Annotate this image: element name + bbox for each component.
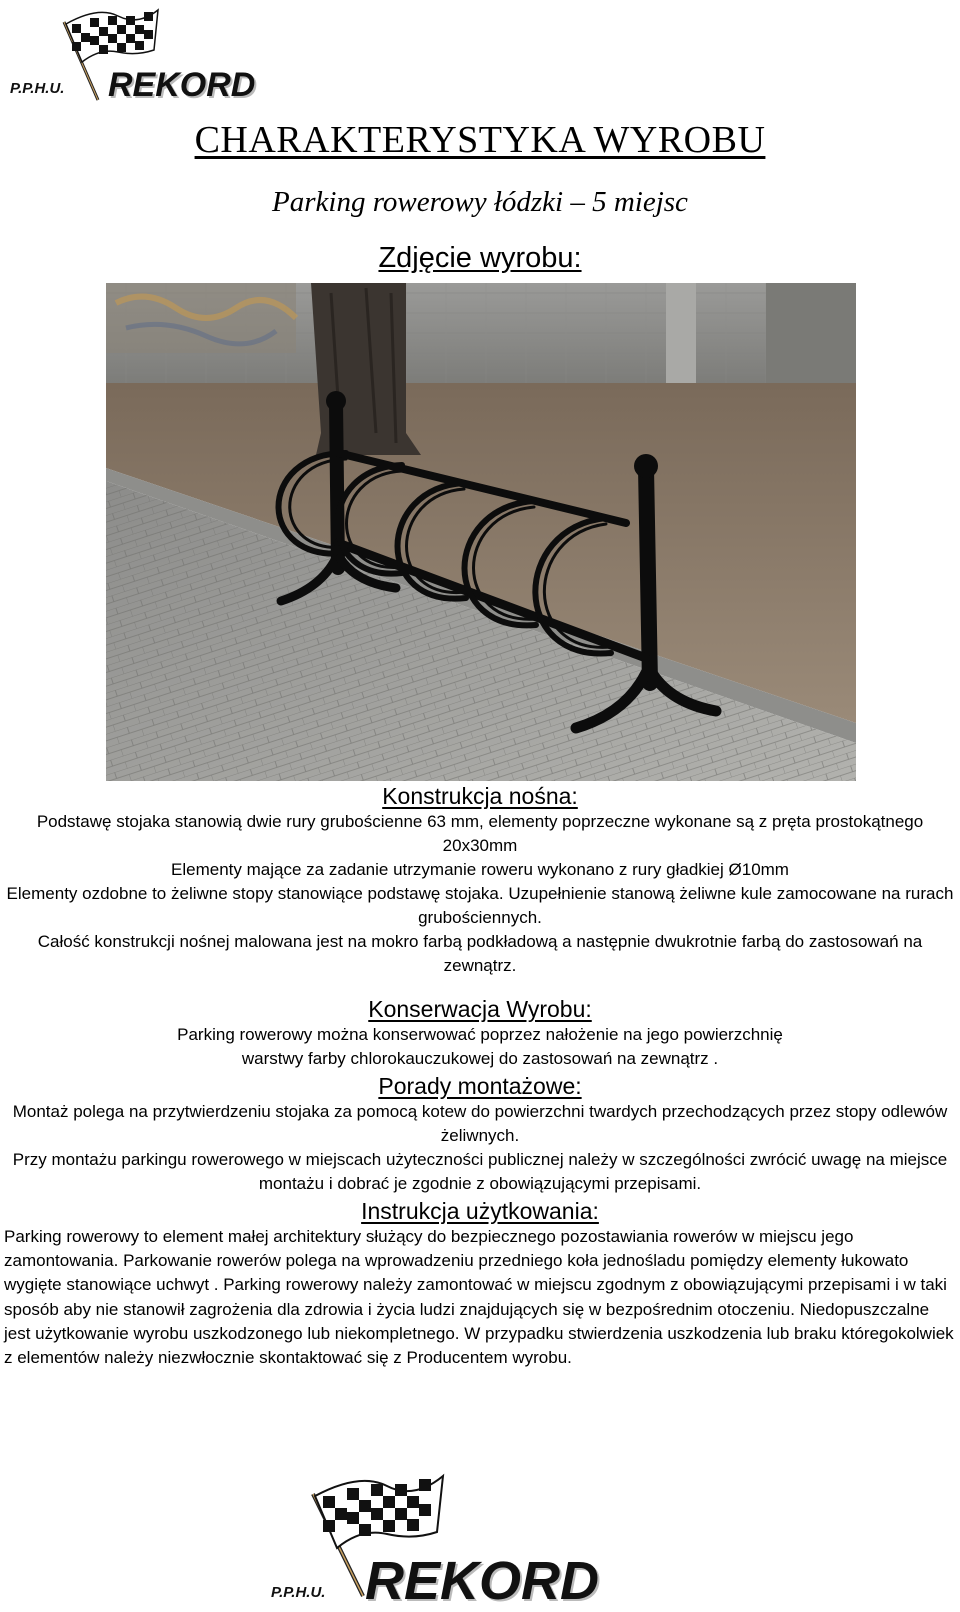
construction-line: Elementy ozdobne to żeliwne stopy stanowiące podstawę stojaka. Uzupełnienie stanową żeliwne kule zamocowane na rurach grubościennych. (6, 884, 954, 927)
maintenance-line: warstwy farby chlorokauczukowej do zastosowań na zewnątrz . (241, 1049, 719, 1068)
construction-line: Podstawę stojaka stanowią dwie rury grubościenne 63 mm, elementy poprzeczne wykonane są z pręta prostokątnego 20x30mm (36, 812, 924, 855)
company-logo-top (8, 4, 258, 104)
company-logo-bottom (265, 1468, 625, 1611)
photo-heading: Zdjęcie wyrobu: (378, 242, 582, 274)
installation-text (4, 1100, 956, 1196)
section-heading-usage: Instrukcja użytkowania: (361, 1198, 599, 1224)
construction-text (4, 810, 956, 978)
maintenance-text (4, 1023, 956, 1071)
construction-line: Całość konstrukcji nośnej malowana jest na mokro farbą podkładową a następnie dwukrotnie farbą do zastosowań na zewnątrz. (37, 932, 923, 975)
document-title: CHARAKTERYSTYKA WYROBU (194, 119, 766, 161)
section-heading-installation: Porady montażowe: (378, 1073, 582, 1099)
product-subtitle: Parking rowerowy łódzki – 5 miejsc (272, 186, 688, 218)
maintenance-line: Parking rowerowy można konserwować poprzez nałożenie na jego powierzchnię (177, 1025, 783, 1044)
logo-prefix: P.P.H.U. (10, 80, 65, 97)
section-heading-maintenance: Konserwacja Wyrobu: (368, 996, 592, 1022)
usage-text: Parking rowerowy to element małej architektury służący do bezpiecznego pozostawiania rowerów w miejscu jego zamontowania. Parkowanie rowerów polega na wprowadzeniu przedniego koła jednośladu pomiędzy elementy łukowato wygięte stanowiące uchwyt . Parking rowerowy należy zamontować w miejscu zgodnym z obowiązującymi przepisami i w taki sposób aby nie stanowił zagrożenia dla zdrowia i życia ludzi znajdujących się w bezpośrednim otoczeniu. Niedopuszczalne jest użytkowanie wyrobu uszkodzonego lub niekompletnego. W przypadku stwierdzenia uszkodzenia lub braku któregokolwiek z elementów należy niezwłocznie skontaktować się z Producentem wyrobu. (4, 1227, 954, 1368)
logo-name: REKORD (108, 66, 256, 104)
installation-line: Montaż polega na przytwierdzeniu stojaka za pomocą kotew do powierzchni twardych przechodzących przez stopy odlewów żeliwnych. (12, 1102, 948, 1145)
product-photo (106, 283, 856, 781)
logo-prefix: P.P.H.U. (271, 1584, 326, 1601)
section-heading-construction: Konstrukcja nośna: (382, 783, 578, 809)
construction-line: Elementy mające za zadanie utrzymanie roweru wykonano z rury gładkiej Ø10mm (171, 860, 789, 879)
installation-line: Przy montażu parkingu rowerowego w miejscach użyteczności publicznej należy w szczególności zwrócić uwagę na miejsce montażu i dobrać je zgodnie z obowiązującymi przepisami. (12, 1150, 948, 1193)
logo-name: REKORD (365, 1551, 600, 1611)
